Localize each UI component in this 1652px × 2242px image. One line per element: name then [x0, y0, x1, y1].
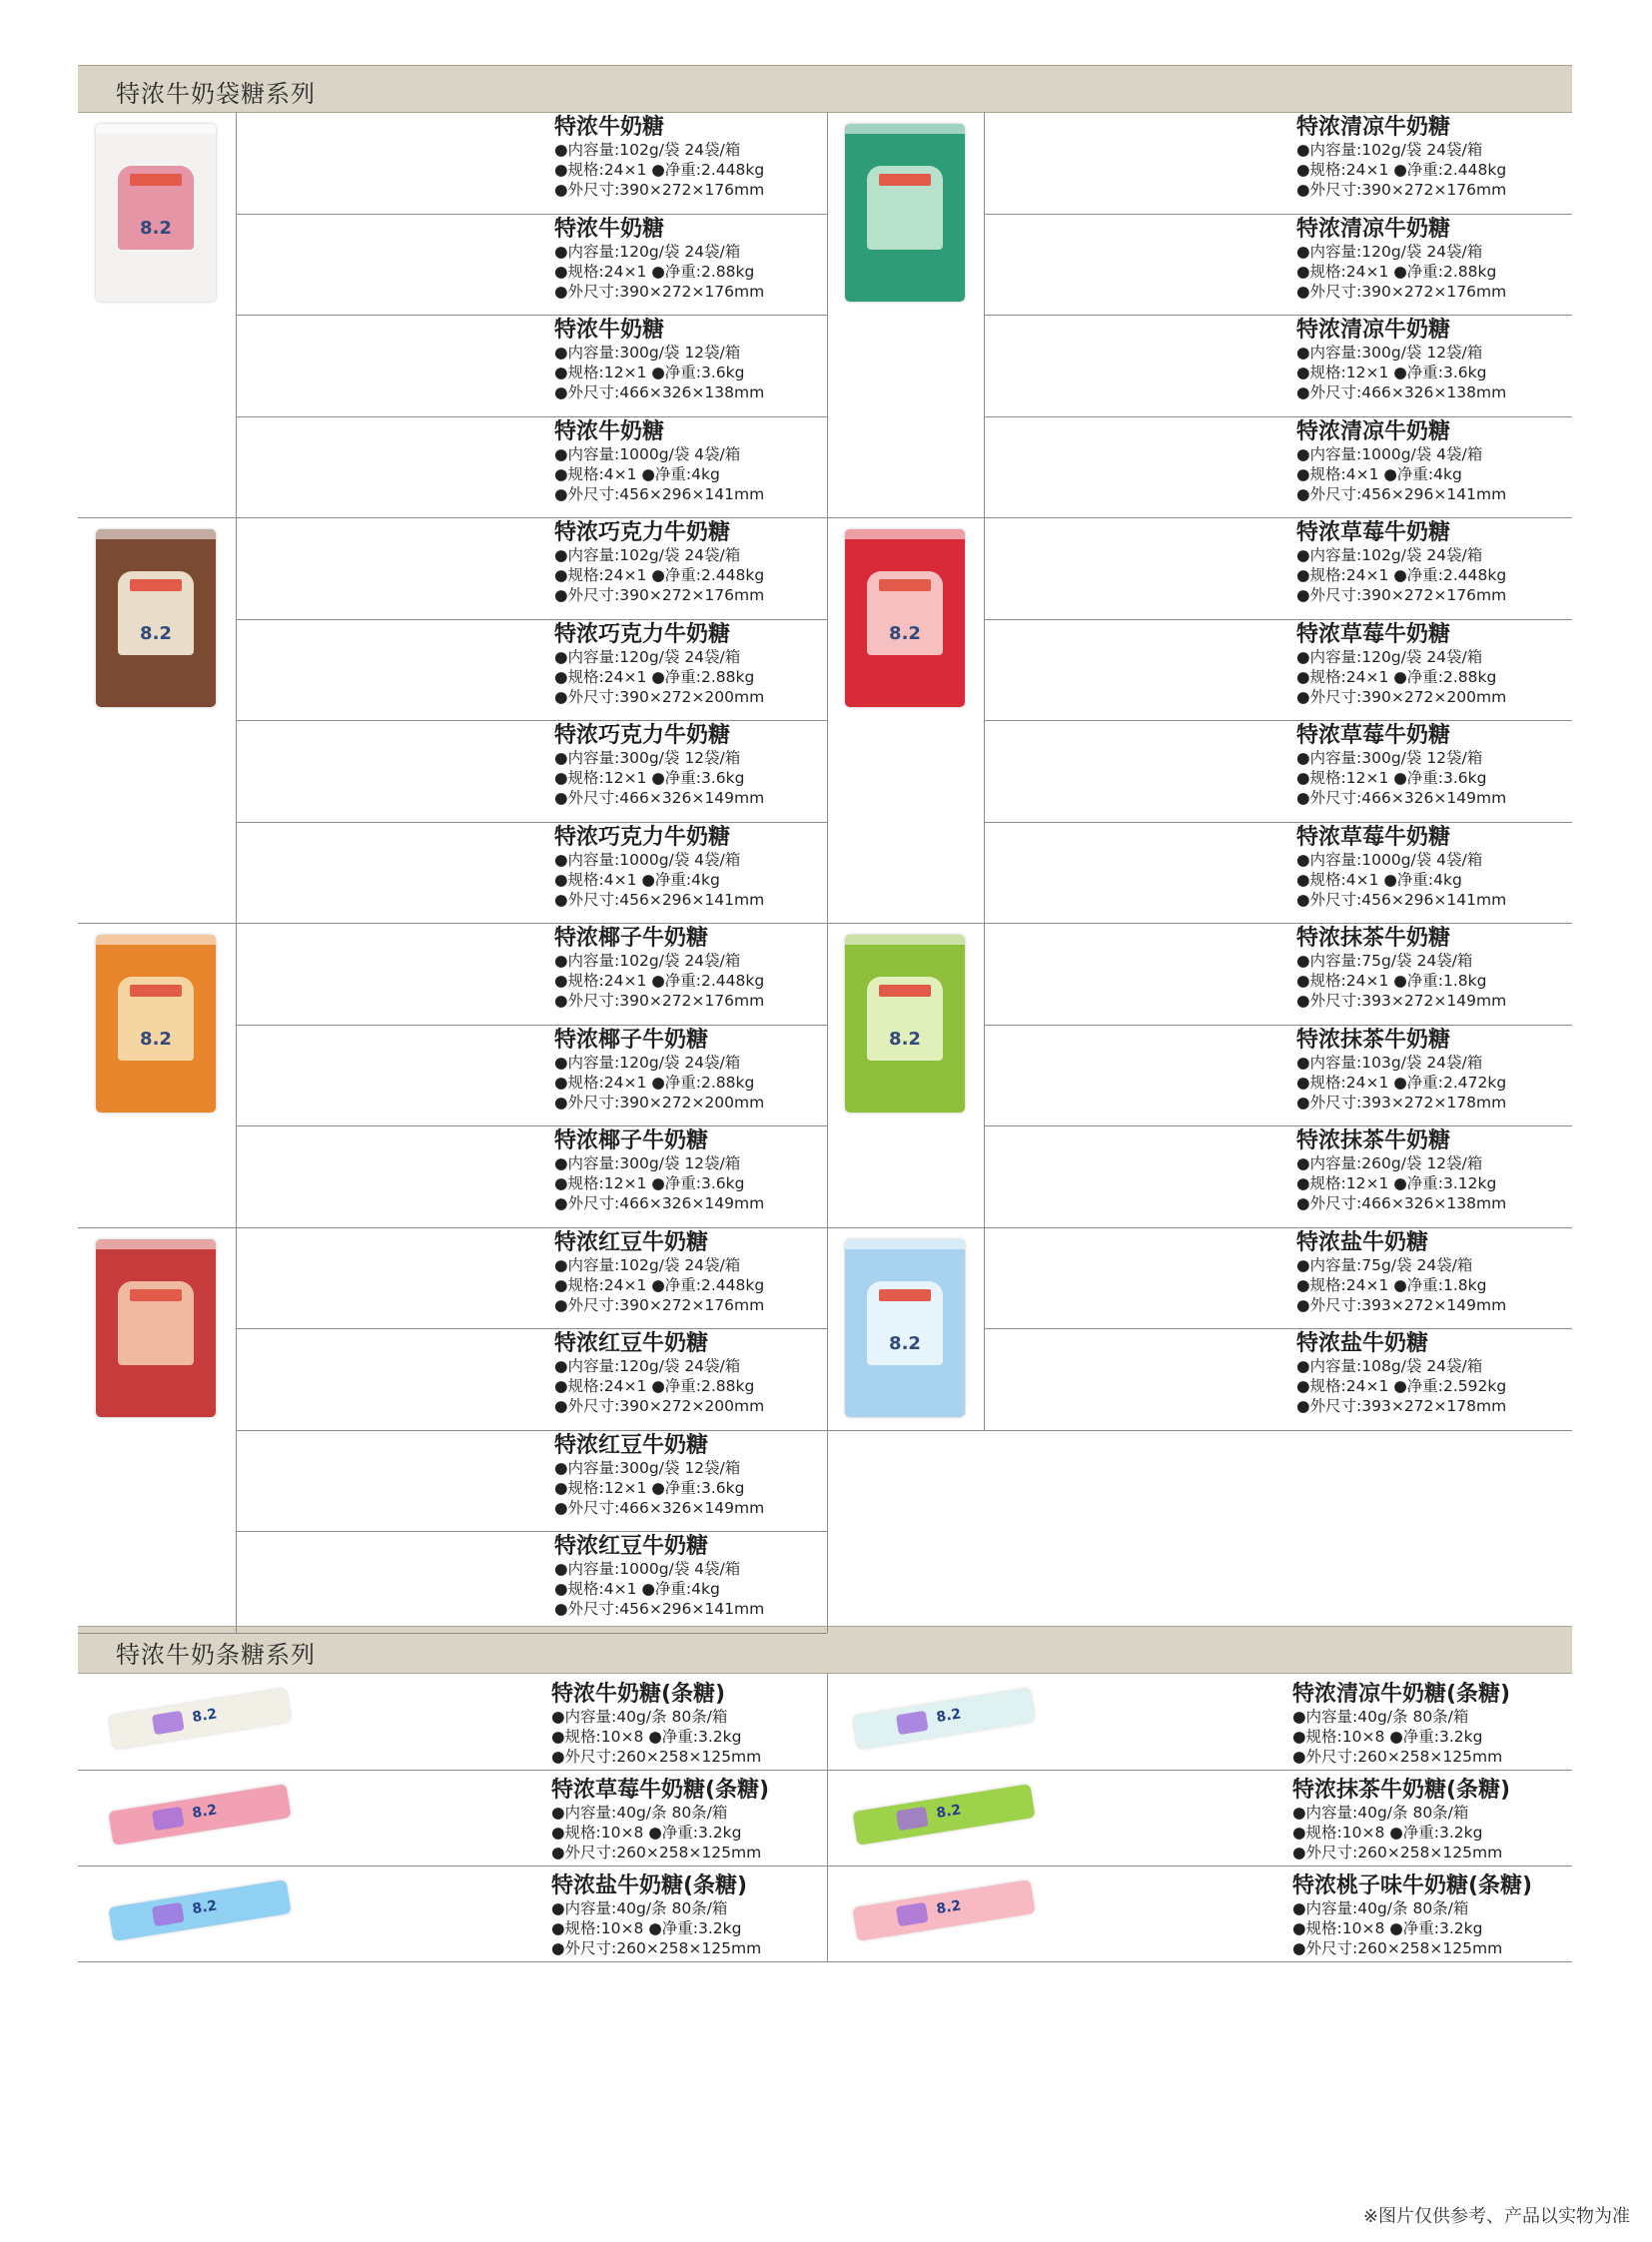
product-name: 特浓巧克力牛奶糖	[554, 520, 731, 545]
spec-line: ●内容量:40g/条 80条/箱	[1292, 1899, 1469, 1917]
left-stick-entry	[551, 1874, 871, 1958]
spec-line: ●内容量:120g/袋 24袋/箱	[1296, 242, 1483, 261]
product-name: 特浓巧克力牛奶糖	[554, 621, 731, 647]
product-name: 特浓盐牛奶糖	[1296, 1229, 1429, 1255]
right-product-entry	[1296, 1029, 1616, 1113]
spec-line: ●内容量:102g/袋 24袋/箱	[554, 546, 741, 564]
row-divider	[984, 315, 1572, 316]
spec-line: ●外尺寸:456×296×141mm	[554, 1600, 765, 1618]
spec-line: ●外尺寸:393×272×149mm	[1296, 1295, 1507, 1314]
right-package-image-matcha	[845, 935, 965, 1113]
spec-line: ●规格:24×1 ●净重:2.448kg	[554, 566, 765, 584]
spec-line: ●内容量:40g/条 80条/箱	[1292, 1804, 1469, 1822]
product-name: 特浓草莓牛奶糖	[1296, 824, 1451, 850]
section-title: 特浓牛奶袋糖系列	[116, 80, 316, 108]
product-name: 特浓牛奶糖	[554, 318, 665, 343]
spec-line: ●外尺寸:390×272×176mm	[554, 992, 765, 1010]
spec-line: ●规格:10×8 ●净重:3.2kg	[1292, 1728, 1483, 1746]
spec-line: ●内容量:1000g/袋 4袋/箱	[554, 444, 741, 463]
right-product-entry	[1296, 1332, 1616, 1416]
row-divider	[984, 416, 1572, 417]
product-name: 特浓盐牛奶糖	[1296, 1331, 1429, 1356]
row-divider	[236, 619, 827, 620]
right-package-image-salt	[845, 1239, 965, 1417]
product-name: 特浓草莓牛奶糖	[1296, 621, 1451, 647]
row-divider	[236, 1328, 827, 1329]
spec-line: ●规格:24×1 ●净重:2.448kg	[1296, 161, 1507, 179]
spec-line: ●规格:10×8 ●净重:3.2kg	[1292, 1919, 1483, 1937]
product-name: 特浓椰子牛奶糖	[554, 1128, 709, 1153]
spec-line: ●外尺寸:456×296×141mm	[554, 890, 765, 909]
product-name: 特浓清凉牛奶糖	[1296, 115, 1451, 140]
spec-line: ●内容量:300g/袋 12袋/箱	[1296, 749, 1483, 767]
row-divider	[236, 1430, 827, 1431]
right-stick-image	[852, 1879, 1035, 1941]
spec-line: ●外尺寸:466×326×138mm	[1296, 383, 1507, 401]
spec-line: ●外尺寸:466×326×138mm	[554, 383, 765, 401]
spec-line: ●外尺寸:456×296×141mm	[554, 484, 765, 503]
spec-line: ●外尺寸:390×272×200mm	[554, 1397, 765, 1415]
product-name: 特浓抹茶牛奶糖	[1296, 1128, 1451, 1153]
spec-line: ●规格:10×8 ●净重:3.2kg	[1292, 1824, 1483, 1842]
spec-line: ●内容量:120g/袋 24袋/箱	[1296, 647, 1483, 666]
spec-line: ●规格:24×1 ●净重:2.448kg	[554, 161, 765, 179]
spec-line: ●外尺寸:466×326×138mm	[1296, 1194, 1507, 1212]
spec-line: ●外尺寸:466×326×149mm	[554, 1498, 765, 1517]
product-name: 特浓清凉牛奶糖	[1296, 216, 1451, 242]
row-divider	[78, 1961, 1572, 1962]
spec-line: ●规格:24×1 ●净重:1.8kg	[1296, 972, 1487, 990]
spec-line: ●内容量:102g/袋 24袋/箱	[1296, 546, 1483, 564]
stick-label: 8.2	[935, 1706, 963, 1727]
stick-label: 8.2	[935, 1802, 963, 1823]
spec-line: ●外尺寸:390×272×176mm	[554, 1295, 765, 1314]
spec-line: ●规格:10×8 ●净重:3.2kg	[551, 1728, 742, 1746]
right-product-entry	[1296, 521, 1616, 605]
spec-line: ●内容量:102g/袋 24袋/箱	[554, 952, 741, 970]
left-product-entry	[554, 623, 874, 707]
spec-line: ●外尺寸:260×258×125mm	[551, 1939, 762, 1957]
spec-line: ●内容量:103g/袋 24袋/箱	[1296, 1053, 1483, 1072]
section-title: 特浓牛奶条糖系列	[116, 1641, 316, 1669]
stick-label: 8.2	[191, 1706, 219, 1727]
product-name: 特浓椰子牛奶糖	[554, 1027, 709, 1053]
spec-line: ●外尺寸:260×258×125mm	[551, 1748, 762, 1766]
spec-line: ●内容量:120g/袋 24袋/箱	[554, 1053, 741, 1072]
row-divider	[236, 720, 827, 721]
spec-line: ●内容量:40g/条 80条/箱	[551, 1899, 728, 1917]
left-product-entry	[554, 724, 874, 808]
spec-line: ●规格:4×1 ●净重:4kg	[1296, 464, 1462, 483]
spec-line: ●内容量:120g/袋 24袋/箱	[554, 647, 741, 666]
spec-line: ●规格:4×1 ●净重:4kg	[1296, 870, 1462, 889]
pack-number: 8.2	[889, 1029, 921, 1050]
spec-line: ●外尺寸:260×258×125mm	[551, 1844, 762, 1862]
left-stick-image	[108, 1784, 291, 1846]
spec-line: ●内容量:260g/袋 12袋/箱	[1296, 1154, 1483, 1172]
left-product-entry	[554, 826, 874, 910]
right-stick-entry	[1292, 1683, 1612, 1767]
right-product-entry	[1296, 420, 1616, 504]
section-header-bag	[78, 65, 1572, 113]
spec-line: ●外尺寸:390×272×176mm	[1296, 586, 1507, 604]
product-name: 特浓草莓牛奶糖	[1296, 520, 1451, 545]
row-divider	[236, 822, 827, 823]
product-name: 特浓红豆牛奶糖	[554, 1331, 709, 1356]
spec-line: ●内容量:1000g/袋 4袋/箱	[554, 1560, 741, 1578]
spec-line: ●规格:24×1 ●净重:2.448kg	[554, 1275, 765, 1294]
row-divider	[984, 619, 1572, 620]
row-divider	[984, 720, 1572, 721]
footer-note: ※图片仅供参考、产品以实物为准	[1362, 2206, 1630, 2227]
right-product-entry	[1296, 116, 1616, 200]
spec-line: ●外尺寸:456×296×141mm	[1296, 890, 1507, 909]
row-divider	[236, 416, 827, 417]
product-name: 特浓盐牛奶糖(条糖)	[551, 1873, 748, 1898]
left-product-entry	[554, 116, 874, 200]
product-name: 特浓巧克力牛奶糖	[554, 723, 731, 748]
row-divider	[236, 1531, 827, 1532]
row-divider	[984, 1125, 1572, 1126]
pack-number: 8.2	[140, 218, 172, 239]
row-divider	[827, 1227, 1572, 1228]
row-divider	[236, 214, 827, 215]
spec-line: ●外尺寸:466×326×149mm	[1296, 789, 1507, 807]
product-name: 特浓红豆牛奶糖	[554, 1432, 709, 1458]
row-divider	[984, 214, 1572, 215]
spec-line: ●内容量:120g/袋 24袋/箱	[554, 1357, 741, 1375]
row-divider	[78, 923, 827, 924]
spec-line: ●规格:12×1 ●净重:3.6kg	[554, 769, 745, 787]
product-name: 特浓牛奶糖	[554, 216, 665, 242]
row-divider	[827, 1430, 1572, 1431]
spec-line: ●外尺寸:390×272×176mm	[1296, 282, 1507, 301]
spec-line: ●规格:12×1 ●净重:3.6kg	[1296, 364, 1487, 381]
right-stick-image	[852, 1688, 1035, 1750]
right-stick-entry	[1292, 1874, 1612, 1958]
spec-line: ●内容量:1000g/袋 4袋/箱	[1296, 850, 1483, 869]
product-name: 特浓牛奶糖	[554, 115, 665, 140]
spec-line: ●外尺寸:393×272×149mm	[1296, 992, 1507, 1010]
product-name: 特浓巧克力牛奶糖	[554, 824, 731, 850]
left-package-image-redbean	[96, 1239, 216, 1417]
spec-line: ●内容量:108g/袋 24袋/箱	[1296, 1357, 1483, 1375]
product-name: 特浓牛奶糖(条糖)	[551, 1682, 726, 1707]
spec-line: ●规格:4×1 ●净重:4kg	[554, 464, 720, 483]
right-product-entry	[1296, 623, 1616, 707]
spec-line: ●内容量:102g/袋 24袋/箱	[1296, 141, 1483, 159]
row-divider	[984, 822, 1572, 823]
spec-line: ●外尺寸:390×272×200mm	[554, 687, 765, 706]
product-name: 特浓抹茶牛奶糖	[1296, 1027, 1451, 1053]
spec-line: ●外尺寸:260×258×125mm	[1292, 1844, 1503, 1862]
spec-line: ●外尺寸:390×272×176mm	[1296, 181, 1507, 199]
left-package-image-original	[96, 124, 216, 302]
left-product-entry	[554, 1129, 874, 1213]
spec-line: ●规格:4×1 ●净重:4kg	[554, 1580, 720, 1598]
right-product-entry	[1296, 1231, 1616, 1315]
spec-line: ●内容量:40g/条 80条/箱	[551, 1708, 728, 1726]
product-name: 特浓抹茶牛奶糖(条糖)	[1292, 1778, 1511, 1803]
row-divider	[78, 1770, 1572, 1771]
spec-line: ●外尺寸:260×258×125mm	[1292, 1748, 1503, 1766]
spec-line: ●内容量:300g/袋 12袋/箱	[554, 344, 741, 362]
stick-label: 8.2	[191, 1897, 219, 1918]
spec-line: ●内容量:300g/袋 12袋/箱	[554, 1154, 741, 1172]
pack-number: 8.2	[140, 1029, 172, 1050]
product-name: 特浓红豆牛奶糖	[554, 1534, 709, 1559]
left-product-entry	[554, 521, 874, 605]
row-divider	[78, 1866, 1572, 1867]
spec-line: ●内容量:1000g/袋 4袋/箱	[554, 850, 741, 869]
pack-number: 8.2	[889, 1332, 921, 1354]
row-divider	[827, 517, 1572, 518]
spec-line: ●规格:24×1 ●净重:2.88kg	[1296, 667, 1497, 686]
left-package-image-coconut	[96, 935, 216, 1113]
spec-line: ●内容量:75g/袋 24袋/箱	[1296, 952, 1473, 970]
product-name: 特浓草莓牛奶糖	[1296, 723, 1451, 748]
right-package-image-mint	[845, 124, 965, 302]
right-product-entry	[1296, 218, 1616, 302]
right-product-entry	[1296, 319, 1616, 402]
spec-line: ●规格:24×1 ●净重:2.88kg	[554, 1377, 755, 1395]
spec-line: ●外尺寸:393×272×178mm	[1296, 1093, 1507, 1112]
spec-line: ●外尺寸:260×258×125mm	[1292, 1939, 1503, 1957]
spec-line: ●内容量:300g/袋 12袋/箱	[1296, 344, 1483, 362]
product-name: 特浓草莓牛奶糖(条糖)	[551, 1778, 770, 1803]
spec-line: ●内容量:75g/袋 24袋/箱	[1296, 1255, 1473, 1274]
spec-line: ●规格:4×1 ●净重:4kg	[554, 870, 720, 889]
row-divider	[78, 1633, 827, 1634]
spec-line: ●外尺寸:393×272×178mm	[1296, 1397, 1507, 1415]
left-product-entry	[554, 927, 874, 1011]
spec-line: ●规格:12×1 ●净重:3.6kg	[554, 1174, 745, 1192]
row-divider	[236, 315, 827, 316]
spec-line: ●外尺寸:466×326×149mm	[554, 789, 765, 807]
spec-line: ●规格:24×1 ●净重:2.592kg	[1296, 1377, 1507, 1395]
stick-label: 8.2	[935, 1897, 963, 1918]
spec-line: ●外尺寸:466×326×149mm	[554, 1194, 765, 1212]
spec-line: ●外尺寸:390×272×176mm	[554, 586, 765, 604]
spec-line: ●规格:24×1 ●净重:1.8kg	[1296, 1275, 1487, 1294]
stick-label: 8.2	[191, 1802, 219, 1823]
row-divider	[236, 1025, 827, 1026]
spec-line: ●规格:24×1 ●净重:2.448kg	[1296, 566, 1507, 584]
row-divider	[984, 1328, 1572, 1329]
center-divider	[827, 112, 828, 1633]
spec-line: ●外尺寸:456×296×141mm	[1296, 484, 1507, 503]
product-name: 特浓桃子味牛奶糖(条糖)	[1292, 1873, 1533, 1898]
row-divider	[78, 1227, 827, 1228]
spec-line: ●规格:24×1 ●净重:2.448kg	[554, 972, 765, 990]
spec-line: ●规格:10×8 ●净重:3.2kg	[551, 1919, 742, 1937]
left-package-image-chocolate	[96, 529, 216, 707]
spec-line: ●内容量:1000g/袋 4袋/箱	[1296, 444, 1483, 463]
left-product-entry	[554, 1434, 874, 1518]
left-product-entry	[554, 1535, 874, 1619]
right-product-entry	[1296, 927, 1616, 1011]
row-divider	[236, 1125, 827, 1126]
spec-line: ●规格:24×1 ●净重:2.88kg	[554, 667, 755, 686]
left-stick-entry	[551, 1683, 871, 1767]
product-name: 特浓椰子牛奶糖	[554, 926, 709, 951]
row-divider	[984, 1025, 1572, 1026]
left-stick-image	[108, 1688, 291, 1750]
spec-line: ●外尺寸:390×272×200mm	[1296, 687, 1507, 706]
row-divider	[78, 517, 827, 518]
spec-line: ●内容量:40g/条 80条/箱	[551, 1804, 728, 1822]
left-product-entry	[554, 1231, 874, 1315]
right-package-image-strawberry	[845, 529, 965, 707]
left-stick-image	[108, 1879, 291, 1941]
left-product-entry	[554, 420, 874, 504]
spec-line: ●内容量:102g/袋 24袋/箱	[554, 1255, 741, 1274]
product-name: 特浓红豆牛奶糖	[554, 1229, 709, 1255]
spec-line: ●规格:10×8 ●净重:3.2kg	[551, 1824, 742, 1842]
spec-line: ●规格:24×1 ●净重:2.88kg	[1296, 262, 1497, 281]
spec-line: ●外尺寸:390×272×176mm	[554, 181, 765, 199]
center-divider	[827, 1674, 828, 1961]
spec-line: ●内容量:300g/袋 12袋/箱	[554, 1458, 741, 1477]
right-product-entry	[1296, 826, 1616, 910]
spec-line: ●规格:12×1 ●净重:3.12kg	[1296, 1174, 1497, 1192]
spec-line: ●内容量:120g/袋 24袋/箱	[554, 242, 741, 261]
spec-line: ●规格:24×1 ●净重:2.472kg	[1296, 1073, 1507, 1092]
left-product-entry	[554, 1332, 874, 1416]
spec-line: ●内容量:102g/袋 24袋/箱	[554, 141, 741, 159]
product-name: 特浓清凉牛奶糖	[1296, 418, 1451, 444]
spec-line: ●内容量:40g/条 80条/箱	[1292, 1708, 1469, 1726]
right-product-entry	[1296, 1129, 1616, 1213]
pack-number: 8.2	[140, 623, 172, 644]
left-product-entry	[554, 319, 874, 402]
spec-line: ●外尺寸:390×272×176mm	[554, 282, 765, 301]
right-product-entry	[1296, 724, 1616, 808]
spec-line: ●内容量:300g/袋 12袋/箱	[554, 749, 741, 767]
right-stick-entry	[1292, 1779, 1612, 1863]
product-name: 特浓清凉牛奶糖	[1296, 318, 1451, 343]
spec-line: ●外尺寸:390×272×200mm	[554, 1093, 765, 1112]
product-name: 特浓牛奶糖	[554, 418, 665, 444]
image-column-divider	[236, 112, 237, 1633]
spec-line: ●规格:24×1 ●净重:2.88kg	[554, 1073, 755, 1092]
row-divider	[827, 923, 1572, 924]
left-product-entry	[554, 1029, 874, 1113]
product-name: 特浓清凉牛奶糖(条糖)	[1292, 1682, 1511, 1707]
left-stick-entry	[551, 1779, 871, 1863]
spec-line: ●规格:12×1 ●净重:3.6kg	[554, 364, 745, 381]
spec-line: ●规格:12×1 ●净重:3.6kg	[554, 1478, 745, 1497]
spec-line: ●规格:12×1 ●净重:3.6kg	[1296, 769, 1487, 787]
image-column-divider	[984, 112, 985, 1430]
spec-line: ●规格:24×1 ●净重:2.88kg	[554, 262, 755, 281]
pack-number: 8.2	[889, 623, 921, 644]
right-stick-image	[852, 1784, 1035, 1846]
product-name: 特浓抹茶牛奶糖	[1296, 926, 1451, 951]
left-product-entry	[554, 218, 874, 302]
